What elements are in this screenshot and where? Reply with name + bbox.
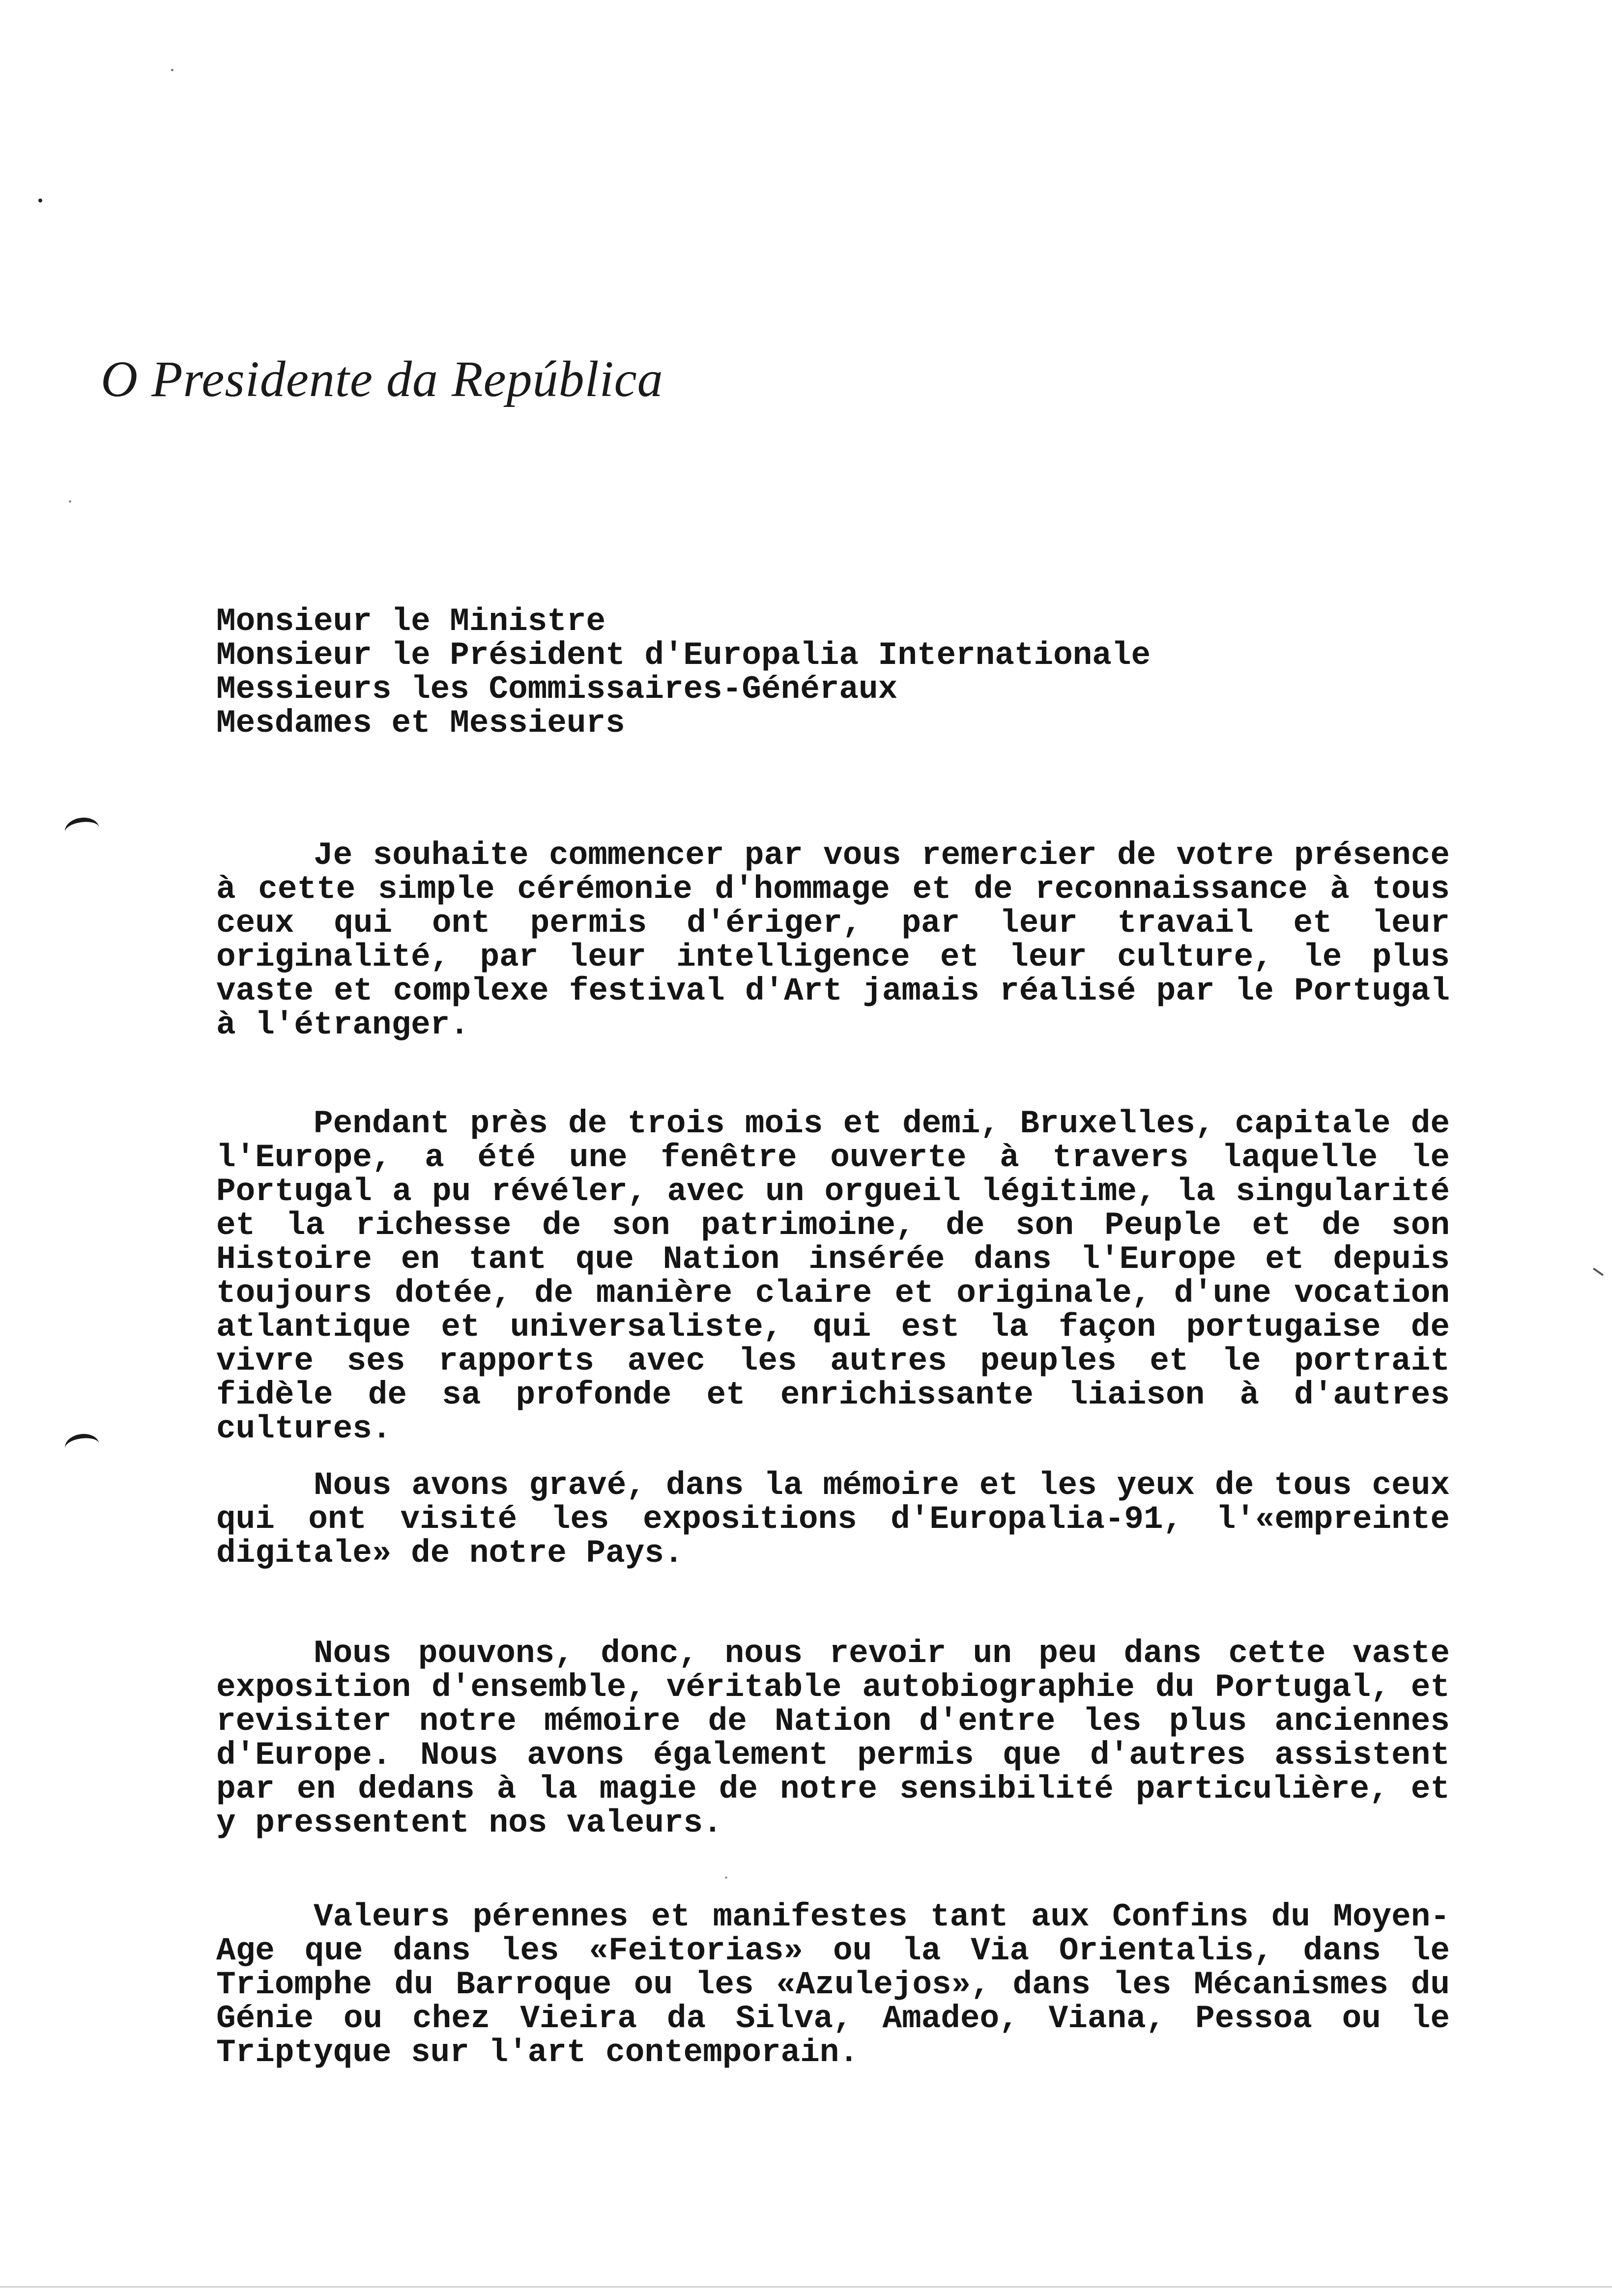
scan-mark (1593, 1267, 1604, 1276)
salutation-line: Monsieur le Ministre (216, 603, 606, 640)
scan-dot (69, 500, 71, 503)
page-edge-line (0, 2286, 1612, 2288)
paragraph: Je souhaite commencer par vous remercier de votre présence à cette simple cérémonie d'hommage et de reconnaissance à tous ceux qui ont permis d'ériger, par leur travail et leur originalité, par leur intelligence et leur culture, le plus vaste et complexe festival d'Art jamais réalisé par le Portugal à l'étranger. (216, 837, 1450, 1043)
hole-punch-mark (63, 815, 101, 844)
scan-dot (171, 69, 173, 71)
hole-punch-mark (63, 1432, 101, 1460)
salutation-line: Messieurs les Commissaires-Généraux (216, 671, 898, 708)
scan-dot (725, 1876, 727, 1879)
paragraph: Valeurs pérennes et manifestes tant aux Confins du Moyen-Age que dans les «Feitorias» ou la Via Orientalis, dans le Triomphe du Barroque ou les «Azulejos», dans les Mécanismes du Génie ou chez Vieira da Silva, Amadeo, Viana, Pessoa ou le Triptyque sur l'art contemporain. (216, 1898, 1450, 2071)
letterhead: O Presidente da República (101, 351, 663, 407)
paragraph: Nous avons gravé, dans la mémoire et les yeux de tous ceux qui ont visité les expositions d'Europalia-91, l'«empreinte digitale» de notre Pays. (216, 1467, 1450, 1572)
salutation-line: Mesdames et Messieurs (216, 705, 625, 742)
salutation-line: Monsieur le Président d'Europalia Internationale (216, 637, 1151, 674)
paragraph: Nous pouvons, donc, nous revoir un peu dans cette vaste exposition d'ensemble, véritable autobiographie du Portugal, et revisiter notre mémoire de Nation d'entre les plus anciennes d'Europe. Nous avons également permis que d'autres assistent par en dedans à la magie de notre sensibilité particulière, et y pressentent nos valeurs. (216, 1635, 1450, 1841)
salutations (216, 604, 1450, 740)
scan-dot (38, 199, 42, 202)
paragraph: Pendant près de trois mois et demi, Bruxelles, capitale de l'Europe, a été une fenêtre ouverte à travers laquelle le Portugal a pu révéler, avec un orgueil légitime, la singularité et la richesse de son patrimoine, de son Peuple et de son Histoire en tant que Nation insérée dans l'Europe et depuis toujours dotée, de manière claire et originale, d'une vocation atlantique et universaliste, qui est la façon portugaise de vivre ses rapports avec les autres peuples et le portrait fidèle de sa profonde et enrichissante liaison à d'autres cultures. (216, 1105, 1450, 1447)
